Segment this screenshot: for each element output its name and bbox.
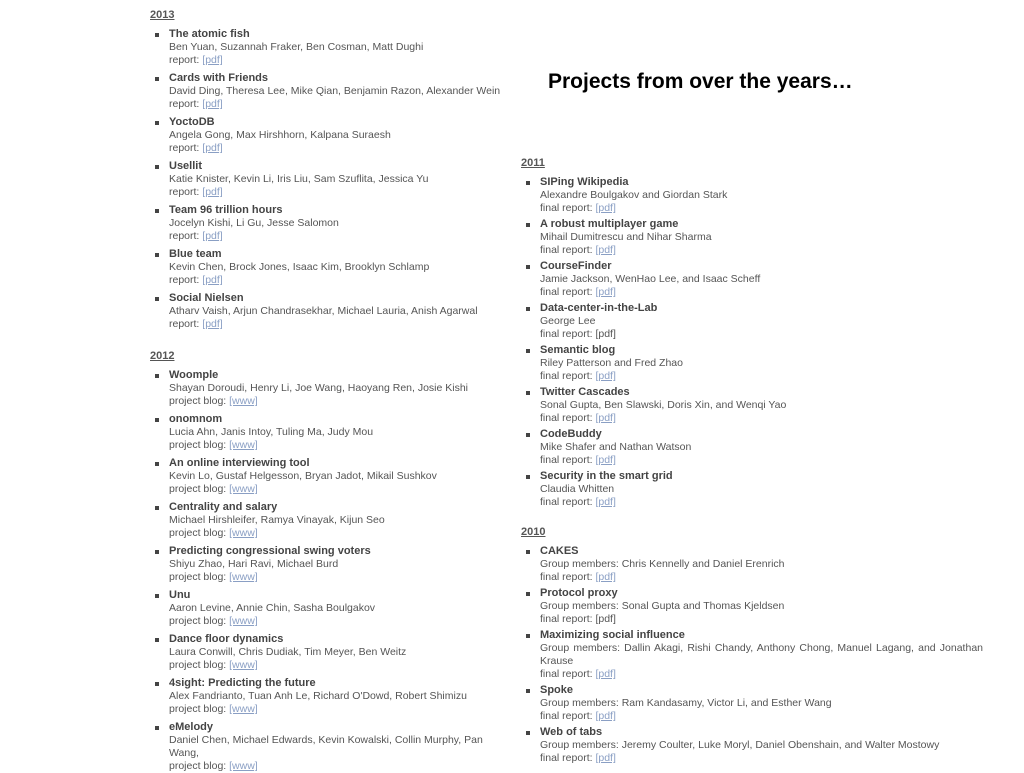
project-link-line <box>169 659 510 672</box>
report-link[interactable]: [pdf] <box>595 202 616 214</box>
project-members: Kevin Lo, Gustaf Helgesson, Bryan Jadot, Mikail Sushkov <box>169 470 437 482</box>
bullet-icon <box>155 594 159 598</box>
report-link[interactable]: [pdf] <box>202 274 223 286</box>
link-prefix: final report: <box>540 613 593 625</box>
bullet-icon <box>526 181 530 185</box>
year-heading: 2013 <box>150 9 175 21</box>
project-title: onomnom <box>169 413 223 425</box>
year-section-2011 <box>521 156 983 512</box>
project-link-line <box>540 710 983 723</box>
project-link-line <box>169 439 510 452</box>
project-members: Group members: Sonal Gupta and Thomas Kjeldsen <box>540 600 785 612</box>
project-item <box>521 302 983 344</box>
project-members: Atharv Vaish, Arjun Chandrasekhar, Michael Lauria, Anish Agarwal <box>169 305 478 317</box>
link-prefix: report: <box>169 274 200 286</box>
link-prefix: report: <box>169 318 200 330</box>
project-item <box>150 545 510 589</box>
project-title: CodeBuddy <box>540 428 602 440</box>
project-title: Cards with Friends <box>169 72 269 84</box>
link-prefix: final report: <box>540 710 593 722</box>
year-section-2010 <box>521 525 983 768</box>
year-section-2012 <box>150 349 510 772</box>
project-members: Katie Knister, Kevin Li, Iris Liu, Sam Szuflita, Jessica Yu <box>169 173 429 185</box>
report-link[interactable]: [pdf] <box>202 186 223 198</box>
link-prefix: report: <box>169 186 200 198</box>
bullet-icon <box>526 689 530 693</box>
report-label: [pdf] <box>595 328 616 340</box>
report-link[interactable]: [www] <box>229 659 258 671</box>
report-link[interactable]: [pdf] <box>202 98 223 110</box>
project-members: Kevin Chen, Brock Jones, Isaac Kim, Brooklyn Schlamp <box>169 261 430 273</box>
project-item <box>150 28 510 72</box>
project-item <box>150 721 510 772</box>
project-item <box>521 386 983 428</box>
project-link-line <box>169 483 510 496</box>
project-item <box>150 72 510 116</box>
project-link-line <box>540 613 983 626</box>
left-column <box>150 8 510 772</box>
bullet-icon <box>526 223 530 227</box>
report-link[interactable]: [www] <box>229 760 258 772</box>
report-link[interactable]: [pdf] <box>202 54 223 66</box>
slide-title: Projects from over the years… <box>548 70 853 93</box>
report-link[interactable]: [pdf] <box>595 571 616 583</box>
project-item <box>521 684 983 726</box>
project-item <box>521 176 983 218</box>
project-link-line <box>540 496 983 509</box>
link-prefix: final report: <box>540 286 593 298</box>
link-prefix: final report: <box>540 202 593 214</box>
project-item <box>521 545 983 587</box>
link-prefix: project blog: <box>169 439 227 451</box>
project-title: Predicting congressional swing voters <box>169 545 371 557</box>
project-item <box>521 260 983 302</box>
project-members: Group members: Jeremy Coulter, Luke Moryl, Daniel Obenshain, and Walter Mostowy <box>540 739 940 751</box>
project-title: Semantic blog <box>540 344 616 356</box>
project-title: Team 96 trillion hours <box>169 204 283 216</box>
report-link[interactable]: [pdf] <box>595 244 616 256</box>
project-link-line <box>540 668 983 681</box>
report-link[interactable]: [www] <box>229 615 258 627</box>
project-title: CourseFinder <box>540 260 612 272</box>
link-prefix: project blog: <box>169 483 227 495</box>
project-title: Unu <box>169 589 191 601</box>
project-title: Blue team <box>169 248 222 260</box>
project-title: Twitter Cascades <box>540 386 630 398</box>
project-list <box>150 28 510 336</box>
project-members: Laura Conwill, Chris Dudiak, Tim Meyer, Ben Weitz <box>169 646 407 658</box>
bullet-icon <box>155 253 159 257</box>
project-link-line <box>169 395 510 408</box>
report-link[interactable]: [www] <box>229 703 258 715</box>
bullet-icon <box>155 77 159 81</box>
project-members: Shayan Doroudi, Henry Li, Joe Wang, Haoyang Ren, Josie Kishi <box>169 382 469 394</box>
link-prefix: project blog: <box>169 760 227 772</box>
project-members: Group members: Chris Kennelly and Daniel Erenrich <box>540 558 785 570</box>
bullet-icon <box>526 731 530 735</box>
project-members: Michael Hirshleifer, Ramya Vinayak, Kijun Seo <box>169 514 385 526</box>
bullet-icon <box>526 307 530 311</box>
project-title: Data-center-in-the-Lab <box>540 302 658 314</box>
link-prefix: project blog: <box>169 527 227 539</box>
link-prefix: project blog: <box>169 659 227 671</box>
project-item <box>521 587 983 629</box>
report-link[interactable]: [www] <box>229 439 258 451</box>
project-members: Jamie Jackson, WenHao Lee, and Isaac Scheff <box>540 273 761 285</box>
project-members: Lucia Ahn, Janis Intoy, Tuling Ma, Judy Mou <box>169 426 374 438</box>
project-link-line <box>540 752 983 765</box>
project-item <box>150 677 510 721</box>
report-link[interactable]: [www] <box>229 483 258 495</box>
project-members: Angela Gong, Max Hirshhorn, Kalpana Suraesh <box>169 129 391 141</box>
project-title: An online interviewing tool <box>169 457 310 469</box>
project-title: Dance floor dynamics <box>169 633 284 645</box>
project-members: David Ding, Theresa Lee, Mike Qian, Benjamin Razon, Alexander Wein <box>169 85 501 97</box>
link-prefix: report: <box>169 98 200 110</box>
right-column <box>521 156 983 768</box>
report-link[interactable]: [www] <box>229 571 258 583</box>
project-members: George Lee <box>540 315 596 327</box>
project-members: Group members: Dallin Akagi, Rishi Chandy, Anthony Chong, Manuel Lagang, and Jonathan Krause <box>540 642 983 667</box>
project-item <box>150 160 510 204</box>
bullet-icon <box>526 433 530 437</box>
report-link[interactable]: [pdf] <box>202 230 223 242</box>
report-link[interactable]: [pdf] <box>595 710 616 722</box>
project-list <box>150 369 510 772</box>
project-item <box>521 428 983 470</box>
project-title: Social Nielsen <box>169 292 244 304</box>
project-title: Centrality and salary <box>169 501 278 513</box>
project-members: Riley Patterson and Fred Zhao <box>540 357 683 369</box>
project-link-line <box>169 615 510 628</box>
project-title: Maximizing social influence <box>540 629 685 641</box>
project-title: YoctoDB <box>169 116 215 128</box>
project-link-line <box>169 98 510 111</box>
project-list <box>521 176 983 512</box>
project-members: Claudia Whitten <box>540 483 615 495</box>
project-item <box>150 457 510 501</box>
project-link-line <box>169 760 510 773</box>
link-prefix: final report: <box>540 244 593 256</box>
link-prefix: final report: <box>540 752 593 764</box>
project-item <box>521 344 983 386</box>
project-item <box>521 629 983 684</box>
project-item <box>150 369 510 413</box>
bullet-icon <box>526 592 530 596</box>
year-heading: 2012 <box>150 350 175 362</box>
report-link[interactable]: [pdf] <box>595 752 616 764</box>
project-members: Jocelyn Kishi, Li Gu, Jesse Salomon <box>169 217 339 229</box>
link-prefix: final report: <box>540 328 593 340</box>
project-title: SIPing Wikipedia <box>540 176 629 188</box>
project-item <box>521 726 983 768</box>
link-prefix: final report: <box>540 370 593 382</box>
report-link[interactable]: [pdf] <box>595 412 616 424</box>
project-title: Spoke <box>540 684 574 696</box>
project-link-line <box>169 186 510 199</box>
project-link-line <box>540 454 983 467</box>
project-title: A robust multiplayer game <box>540 218 679 230</box>
project-link-line <box>540 370 983 383</box>
project-link-line <box>540 244 983 257</box>
project-members: Alexandre Boulgakov and Giordan Stark <box>540 189 728 201</box>
project-item <box>150 501 510 545</box>
link-prefix: project blog: <box>169 571 227 583</box>
project-members: Daniel Chen, Michael Edwards, Kevin Kowalski, Collin Murphy, Pan Wang, <box>169 734 483 759</box>
report-link[interactable]: [www] <box>229 395 258 407</box>
project-item <box>521 218 983 260</box>
link-prefix: report: <box>169 230 200 242</box>
report-link[interactable]: [pdf] <box>595 496 616 508</box>
bullet-icon <box>155 726 159 730</box>
project-item <box>150 633 510 677</box>
project-members: Ben Yuan, Suzannah Fraker, Ben Cosman, Matt Dughi <box>169 41 424 53</box>
report-link[interactable]: [pdf] <box>595 286 616 298</box>
project-members: Mihail Dumitrescu and Nihar Sharma <box>540 231 712 243</box>
project-link-line <box>169 142 510 155</box>
year-heading: 2010 <box>521 526 546 538</box>
project-item <box>521 470 983 512</box>
report-label: [pdf] <box>595 613 616 625</box>
link-prefix: project blog: <box>169 615 227 627</box>
project-item <box>150 116 510 160</box>
project-members: Group members: Ram Kandasamy, Victor Li, and Esther Wang <box>540 697 832 709</box>
project-link-line <box>169 230 510 243</box>
bullet-icon <box>155 682 159 686</box>
project-title: 4sight: Predicting the future <box>169 677 316 689</box>
project-link-line <box>169 571 510 584</box>
project-link-line <box>540 412 983 425</box>
year-heading: 2011 <box>521 157 545 169</box>
link-prefix: final report: <box>540 412 593 424</box>
report-link[interactable]: [www] <box>229 527 258 539</box>
project-title: Web of tabs <box>540 726 603 738</box>
bullet-icon <box>526 391 530 395</box>
bullet-icon <box>155 297 159 301</box>
project-link-line <box>169 54 510 67</box>
project-list <box>521 545 983 768</box>
project-title: Security in the smart grid <box>540 470 673 482</box>
bullet-icon <box>526 634 530 638</box>
project-members: Alex Fandrianto, Tuan Anh Le, Richard O'Dowd, Robert Shimizu <box>169 690 467 702</box>
project-members: Sonal Gupta, Ben Slawski, Doris Xin, and Wenqi Yao <box>540 399 787 411</box>
link-prefix: report: <box>169 142 200 154</box>
bullet-icon <box>526 349 530 353</box>
year-section-2013 <box>150 8 510 336</box>
report-link[interactable]: [pdf] <box>595 454 616 466</box>
report-link[interactable]: [pdf] <box>202 142 223 154</box>
project-link-line <box>540 328 983 341</box>
bullet-icon <box>155 374 159 378</box>
link-prefix: final report: <box>540 571 593 583</box>
bullet-icon <box>155 121 159 125</box>
project-link-line <box>169 527 510 540</box>
project-item <box>150 292 510 336</box>
project-members: Mike Shafer and Nathan Watson <box>540 441 692 453</box>
link-prefix: project blog: <box>169 395 227 407</box>
project-title: Usellit <box>169 160 203 172</box>
report-link[interactable]: [pdf] <box>202 318 223 330</box>
link-prefix: final report: <box>540 496 593 508</box>
project-link-line <box>169 318 510 331</box>
project-item <box>150 204 510 248</box>
project-title: eMelody <box>169 721 214 733</box>
project-link-line <box>540 571 983 584</box>
report-link[interactable]: [pdf] <box>595 668 616 680</box>
project-link-line <box>540 202 983 215</box>
report-link[interactable]: [pdf] <box>595 370 616 382</box>
bullet-icon <box>155 638 159 642</box>
project-title: Woomple <box>169 369 219 381</box>
project-title: The atomic fish <box>169 28 250 40</box>
bullet-icon <box>526 550 530 554</box>
project-members: Shiyu Zhao, Hari Ravi, Michael Burd <box>169 558 339 570</box>
project-item <box>150 413 510 457</box>
project-link-line <box>540 286 983 299</box>
project-title: CAKES <box>540 545 579 557</box>
bullet-icon <box>155 550 159 554</box>
link-prefix: report: <box>169 54 200 66</box>
project-link-line <box>169 703 510 716</box>
project-item <box>150 589 510 633</box>
bullet-icon <box>526 265 530 269</box>
link-prefix: final report: <box>540 668 593 680</box>
project-members: Aaron Levine, Annie Chin, Sasha Boulgakov <box>169 602 376 614</box>
bullet-icon <box>155 418 159 422</box>
project-link-line <box>169 274 510 287</box>
link-prefix: final report: <box>540 454 593 466</box>
bullet-icon <box>155 462 159 466</box>
bullet-icon <box>155 506 159 510</box>
link-prefix: project blog: <box>169 703 227 715</box>
bullet-icon <box>155 209 159 213</box>
project-title: Protocol proxy <box>540 587 618 599</box>
bullet-icon <box>526 475 530 479</box>
bullet-icon <box>155 33 159 37</box>
bullet-icon <box>155 165 159 169</box>
project-item <box>150 248 510 292</box>
